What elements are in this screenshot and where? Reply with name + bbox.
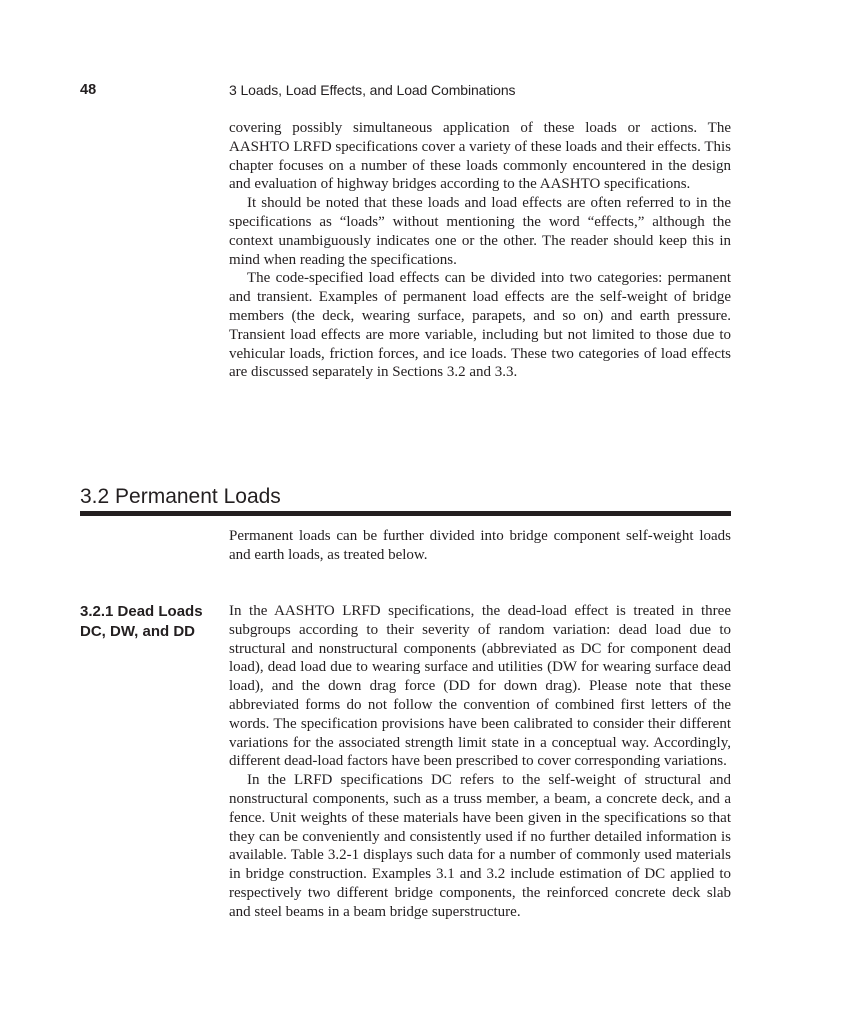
running-head: 3 Loads, Load Effects, and Load Combinations	[229, 82, 516, 98]
subsection-paragraph: In the LRFD specifications DC refers to the self-weight of structural and nonstructural components, such as a truss member, a beam, a concrete deck, and a fence. Unit weights of these materials have been given in the specifications so that they can be conveniently and consistently used if no further detailed information is available. Table 3.2-1 displays such data for a number of commonly used materials in bridge construction. Examples 3.1 and 3.2 include estimation of DC applied to respectively two different bridge components, the reinforced concrete deck slab and steel beams in a beam bridge superstructure.	[229, 772, 731, 920]
intro-paragraph: covering possibly simultaneous application of these loads or actions. The AASHTO LRFD specifications cover a variety of these loads and their effects. This chapter focuses on a number of these loads commonly encountered in the design and evaluation of highway bridges according to the AASHTO specifications.	[229, 120, 731, 193]
intro-paragraph: The code-specified load effects can be divided into two categories: permanent and transient. Examples of permanent load effects are the self-weight of bridge members (the deck, wearing surface, parapets, and so on) and earth pressure. Transient load effects are more variable, including but not limited to those due to vehicular loads, friction forces, and ice loads. These two categories of load effects are discussed separately in Sections 3.2 and 3.3.	[229, 270, 731, 381]
subsection-heading: 3.2.1 Dead Loads DC, DW, and DD	[80, 603, 203, 640]
subsection-paragraph: In the AASHTO LRFD specifications, the dead-load effect is treated in three subgroups according to their severity of random variation: dead load due to structural and nonstructural components (abbreviated as DC for component dead load), dead load due to wearing surface and utilities (DW for wearing surface dead load), and the down drag force (DD for down drag). Please note that these abbreviated forms do not follow the convention of combined first letters of the words. The specification provisions have been calibrated to consider their different variations for the associated strength limit state in a conceptual way. Accordingly, different dead-load factors have been prescribed to cover corresponding variations.	[229, 603, 731, 770]
page-number: 48	[80, 82, 97, 98]
section-intro-text	[229, 527, 731, 565]
intro-paragraph: It should be noted that these loads and load effects are often referred to in the specifications as “loads” without mentioning the word “effects,” although the context unambiguously indicates one or the other. The reader should keep this in mind when reading the specifications.	[229, 195, 731, 268]
subsection-text	[229, 602, 731, 922]
section-rule	[80, 511, 731, 516]
intro-text	[229, 119, 731, 382]
section-heading: 3.2 Permanent Loads	[80, 485, 281, 508]
section-intro-paragraph: Permanent loads can be further divided into bridge component self-weight loads and earth loads, as treated below.	[229, 528, 731, 563]
